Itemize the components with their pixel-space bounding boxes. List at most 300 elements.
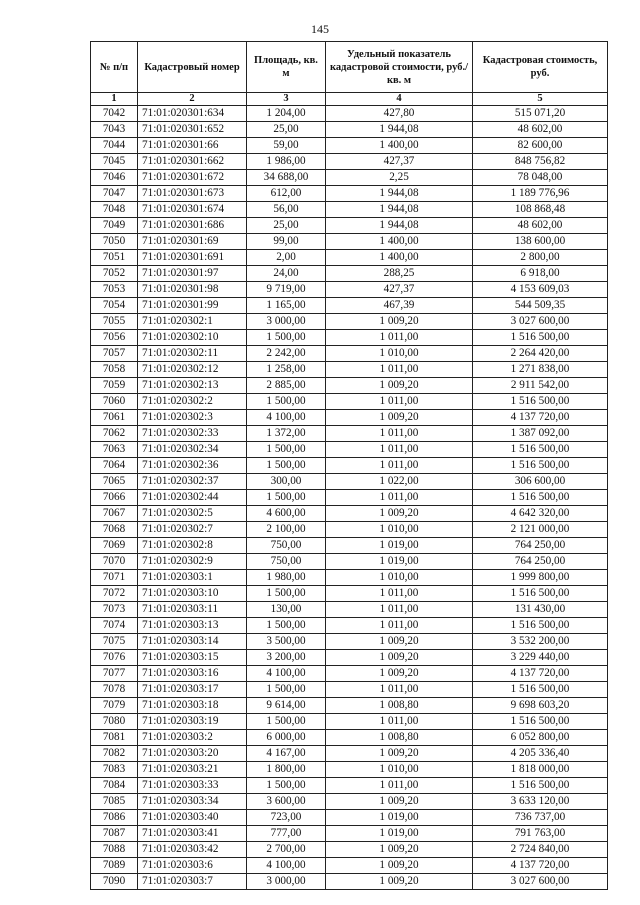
- table-row: [91, 522, 608, 538]
- table-row: [91, 858, 608, 874]
- cadastral-value-cell: 1 818 000,00: [473, 762, 608, 778]
- cadastral-number-cell: 71:01:020303:6: [138, 858, 247, 874]
- cadastral-number-cell: 71:01:020303:20: [138, 746, 247, 762]
- cadastral-value-cell: 1 516 500,00: [473, 778, 608, 794]
- cadastral-value-cell: 764 250,00: [473, 554, 608, 570]
- area-cell: 130,00: [247, 602, 326, 618]
- specific-value-cell: 1 009,20: [326, 842, 473, 858]
- row-number-cell: 7072: [91, 586, 138, 602]
- row-number-cell: 7069: [91, 538, 138, 554]
- specific-value-cell: 1 009,20: [326, 650, 473, 666]
- cadastral-number-cell: 71:01:020303:34: [138, 794, 247, 810]
- row-number-cell: 7058: [91, 362, 138, 378]
- area-cell: 1 500,00: [247, 682, 326, 698]
- table-row: [91, 170, 608, 186]
- table-row: [91, 714, 608, 730]
- cadastral-number-cell: 71:01:020302:7: [138, 522, 247, 538]
- cadastral-number-cell: 71:01:020303:7: [138, 874, 247, 890]
- row-number-cell: 7082: [91, 746, 138, 762]
- area-cell: 1 500,00: [247, 490, 326, 506]
- area-cell: 34 688,00: [247, 170, 326, 186]
- cadastral-value-cell: 1 516 500,00: [473, 442, 608, 458]
- row-number-cell: 7048: [91, 202, 138, 218]
- row-number-cell: 7080: [91, 714, 138, 730]
- row-number-cell: 7056: [91, 330, 138, 346]
- cadastral-value-cell: 2 264 420,00: [473, 346, 608, 362]
- area-cell: 1 986,00: [247, 154, 326, 170]
- specific-value-cell: 1 400,00: [326, 250, 473, 266]
- cadastral-number-cell: 71:01:020301:634: [138, 106, 247, 122]
- row-number-cell: 7075: [91, 634, 138, 650]
- specific-value-cell: 1 944,08: [326, 202, 473, 218]
- specific-value-cell: 1 011,00: [326, 490, 473, 506]
- row-number-cell: 7066: [91, 490, 138, 506]
- cadastral-number-cell: 71:01:020303:14: [138, 634, 247, 650]
- cadastral-value-cell: 4 205 336,40: [473, 746, 608, 762]
- area-cell: 1 500,00: [247, 586, 326, 602]
- row-number-cell: 7083: [91, 762, 138, 778]
- specific-value-cell: 467,39: [326, 298, 473, 314]
- table-row: [91, 650, 608, 666]
- cadastral-value-cell: 131 430,00: [473, 602, 608, 618]
- column-number: 5: [473, 93, 608, 106]
- cadastral-value-cell: 544 509,35: [473, 298, 608, 314]
- area-cell: 723,00: [247, 810, 326, 826]
- cadastral-number-cell: 71:01:020303:16: [138, 666, 247, 682]
- row-number-cell: 7089: [91, 858, 138, 874]
- row-number-cell: 7065: [91, 474, 138, 490]
- column-number: 3: [247, 93, 326, 106]
- row-number-cell: 7087: [91, 826, 138, 842]
- cadastral-value-cell: 2 724 840,00: [473, 842, 608, 858]
- cadastral-number-cell: 71:01:020302:11: [138, 346, 247, 362]
- cadastral-value-cell: 3 532 200,00: [473, 634, 608, 650]
- specific-value-cell: 288,25: [326, 266, 473, 282]
- area-cell: 25,00: [247, 218, 326, 234]
- table-row: [91, 186, 608, 202]
- row-number-cell: 7053: [91, 282, 138, 298]
- cadastral-value-cell: 4 137 720,00: [473, 410, 608, 426]
- specific-value-cell: 1 009,20: [326, 378, 473, 394]
- cadastral-number-cell: 71:01:020302:34: [138, 442, 247, 458]
- row-number-cell: 7044: [91, 138, 138, 154]
- cadastral-value-cell: 108 868,48: [473, 202, 608, 218]
- row-number-cell: 7043: [91, 122, 138, 138]
- cadastral-number-cell: 71:01:020302:8: [138, 538, 247, 554]
- area-cell: 612,00: [247, 186, 326, 202]
- specific-value-cell: 1 009,20: [326, 858, 473, 874]
- table-row: [91, 570, 608, 586]
- cadastral-value-cell: 3 633 120,00: [473, 794, 608, 810]
- specific-value-cell: 1 011,00: [326, 602, 473, 618]
- specific-value-cell: 1 022,00: [326, 474, 473, 490]
- table-row: [91, 362, 608, 378]
- area-cell: 3 000,00: [247, 874, 326, 890]
- specific-value-cell: 1 009,20: [326, 874, 473, 890]
- specific-value-cell: 1 009,20: [326, 506, 473, 522]
- cadastral-number-cell: 71:01:020303:19: [138, 714, 247, 730]
- specific-value-cell: 1 008,80: [326, 730, 473, 746]
- area-cell: 99,00: [247, 234, 326, 250]
- cadastral-value-cell: 1 516 500,00: [473, 586, 608, 602]
- cadastral-number-cell: 71:01:020303:17: [138, 682, 247, 698]
- table-row: [91, 506, 608, 522]
- row-number-cell: 7088: [91, 842, 138, 858]
- area-cell: 1 500,00: [247, 330, 326, 346]
- cadastral-value-cell: 1 516 500,00: [473, 394, 608, 410]
- row-number-cell: 7050: [91, 234, 138, 250]
- table-row: [91, 666, 608, 682]
- cadastral-number-cell: 71:01:020301:691: [138, 250, 247, 266]
- area-cell: 2 885,00: [247, 378, 326, 394]
- cadastral-number-cell: 71:01:020301:66: [138, 138, 247, 154]
- area-cell: 56,00: [247, 202, 326, 218]
- cadastral-number-cell: 71:01:020302:9: [138, 554, 247, 570]
- row-number-cell: 7062: [91, 426, 138, 442]
- table-row: [91, 538, 608, 554]
- cadastral-number-cell: 71:01:020301:662: [138, 154, 247, 170]
- cadastral-value-cell: 48 602,00: [473, 122, 608, 138]
- table-header: [91, 42, 608, 106]
- row-number-cell: 7084: [91, 778, 138, 794]
- table-row: [91, 634, 608, 650]
- header-row-number: № п/п: [91, 42, 138, 93]
- specific-value-cell: 1 009,20: [326, 794, 473, 810]
- specific-value-cell: 1 944,08: [326, 122, 473, 138]
- cadastral-value-cell: 848 756,82: [473, 154, 608, 170]
- specific-value-cell: 1 009,20: [326, 314, 473, 330]
- table-row: [91, 250, 608, 266]
- cadastral-number-cell: 71:01:020302:12: [138, 362, 247, 378]
- area-cell: 1 500,00: [247, 442, 326, 458]
- cadastral-value-cell: 78 048,00: [473, 170, 608, 186]
- cadastral-value-cell: 1 387 092,00: [473, 426, 608, 442]
- header-cadastral-value: Кадастровая стоимость, руб.: [473, 42, 608, 93]
- area-cell: 777,00: [247, 826, 326, 842]
- cadastral-value-cell: 6 052 800,00: [473, 730, 608, 746]
- table-row: [91, 602, 608, 618]
- specific-value-cell: 1 011,00: [326, 426, 473, 442]
- cadastral-number-cell: 71:01:020301:652: [138, 122, 247, 138]
- area-cell: 9 719,00: [247, 282, 326, 298]
- cadastral-value-cell: 1 516 500,00: [473, 330, 608, 346]
- specific-value-cell: 1 011,00: [326, 714, 473, 730]
- cadastral-value-cell: 1 189 776,96: [473, 186, 608, 202]
- header-area: Площадь, кв. м: [247, 42, 326, 93]
- table-row: [91, 218, 608, 234]
- cadastral-value-cell: 1 999 800,00: [473, 570, 608, 586]
- cadastral-value-cell: 1 516 500,00: [473, 490, 608, 506]
- table-row: [91, 554, 608, 570]
- area-cell: 1 500,00: [247, 394, 326, 410]
- area-cell: 25,00: [247, 122, 326, 138]
- row-number-cell: 7055: [91, 314, 138, 330]
- row-number-cell: 7068: [91, 522, 138, 538]
- cadastral-value-cell: 82 600,00: [473, 138, 608, 154]
- cadastral-table: [90, 41, 608, 890]
- cadastral-number-cell: 71:01:020303:42: [138, 842, 247, 858]
- specific-value-cell: 1 019,00: [326, 554, 473, 570]
- area-cell: 1 500,00: [247, 618, 326, 634]
- area-cell: 24,00: [247, 266, 326, 282]
- row-number-cell: 7064: [91, 458, 138, 474]
- table-row: [91, 154, 608, 170]
- specific-value-cell: 1 011,00: [326, 586, 473, 602]
- row-number-cell: 7074: [91, 618, 138, 634]
- area-cell: 1 800,00: [247, 762, 326, 778]
- specific-value-cell: 1 010,00: [326, 570, 473, 586]
- cadastral-value-cell: 1 516 500,00: [473, 682, 608, 698]
- specific-value-cell: 1 011,00: [326, 394, 473, 410]
- cadastral-value-cell: 791 763,00: [473, 826, 608, 842]
- row-number-cell: 7054: [91, 298, 138, 314]
- cadastral-number-cell: 71:01:020303:41: [138, 826, 247, 842]
- table-row: [91, 234, 608, 250]
- cadastral-value-cell: 1 516 500,00: [473, 714, 608, 730]
- cadastral-number-cell: 71:01:020301:99: [138, 298, 247, 314]
- table-row: [91, 298, 608, 314]
- row-number-cell: 7090: [91, 874, 138, 890]
- cadastral-value-cell: 9 698 603,20: [473, 698, 608, 714]
- cadastral-number-cell: 71:01:020301:673: [138, 186, 247, 202]
- area-cell: 59,00: [247, 138, 326, 154]
- specific-value-cell: 1 010,00: [326, 762, 473, 778]
- table-row: [91, 474, 608, 490]
- area-cell: 6 000,00: [247, 730, 326, 746]
- cadastral-value-cell: 48 602,00: [473, 218, 608, 234]
- area-cell: 3 600,00: [247, 794, 326, 810]
- cadastral-number-cell: 71:01:020302:44: [138, 490, 247, 506]
- specific-value-cell: 1 009,20: [326, 410, 473, 426]
- cadastral-value-cell: 1 271 838,00: [473, 362, 608, 378]
- cadastral-number-cell: 71:01:020302:2: [138, 394, 247, 410]
- specific-value-cell: 1 400,00: [326, 138, 473, 154]
- table-row: [91, 874, 608, 890]
- table-row: [91, 842, 608, 858]
- row-number-cell: 7060: [91, 394, 138, 410]
- area-cell: 1 980,00: [247, 570, 326, 586]
- specific-value-cell: 1 008,80: [326, 698, 473, 714]
- cadastral-number-cell: 71:01:020302:33: [138, 426, 247, 442]
- table-row: [91, 282, 608, 298]
- area-cell: 4 600,00: [247, 506, 326, 522]
- page-number: 145: [311, 22, 329, 36]
- specific-value-cell: 2,25: [326, 170, 473, 186]
- area-cell: 3 200,00: [247, 650, 326, 666]
- cadastral-value-cell: 1 516 500,00: [473, 618, 608, 634]
- row-number-cell: 7085: [91, 794, 138, 810]
- table-row: [91, 810, 608, 826]
- specific-value-cell: 427,37: [326, 282, 473, 298]
- cadastral-number-cell: 71:01:020302:10: [138, 330, 247, 346]
- table-body: [91, 106, 608, 890]
- row-number-cell: 7073: [91, 602, 138, 618]
- row-number-cell: 7045: [91, 154, 138, 170]
- area-cell: 4 100,00: [247, 666, 326, 682]
- cadastral-number-cell: 71:01:020303:13: [138, 618, 247, 634]
- table-row: [91, 122, 608, 138]
- row-number-cell: 7057: [91, 346, 138, 362]
- row-number-cell: 7052: [91, 266, 138, 282]
- table-row: [91, 138, 608, 154]
- row-number-cell: 7077: [91, 666, 138, 682]
- cadastral-value-cell: 1 516 500,00: [473, 458, 608, 474]
- cadastral-number-cell: 71:01:020303:21: [138, 762, 247, 778]
- row-number-cell: 7049: [91, 218, 138, 234]
- area-cell: 2,00: [247, 250, 326, 266]
- table-row: [91, 682, 608, 698]
- area-cell: 1 372,00: [247, 426, 326, 442]
- table-row: [91, 586, 608, 602]
- row-number-cell: 7079: [91, 698, 138, 714]
- table-row: [91, 410, 608, 426]
- specific-value-cell: 1 011,00: [326, 618, 473, 634]
- table-row: [91, 426, 608, 442]
- cadastral-number-cell: 71:01:020301:674: [138, 202, 247, 218]
- table-row: [91, 778, 608, 794]
- cadastral-number-cell: 71:01:020301:672: [138, 170, 247, 186]
- table-row: [91, 314, 608, 330]
- area-cell: 3 500,00: [247, 634, 326, 650]
- cadastral-value-cell: 3 027 600,00: [473, 314, 608, 330]
- header-specific-value: Удельный показатель кадастровой стоимости, руб./кв. м: [326, 42, 473, 93]
- area-cell: 4 100,00: [247, 858, 326, 874]
- cadastral-value-cell: 736 737,00: [473, 810, 608, 826]
- header-cadastral-number: Кадастровый номер: [138, 42, 247, 93]
- table-row: [91, 202, 608, 218]
- row-number-cell: 7042: [91, 106, 138, 122]
- cadastral-number-cell: 71:01:020303:2: [138, 730, 247, 746]
- table-row: [91, 394, 608, 410]
- cadastral-number-cell: 71:01:020303:40: [138, 810, 247, 826]
- cadastral-number-cell: 71:01:020302:36: [138, 458, 247, 474]
- row-number-cell: 7070: [91, 554, 138, 570]
- table-row: [91, 618, 608, 634]
- cadastral-number-cell: 71:01:020303:1: [138, 570, 247, 586]
- area-cell: 1 165,00: [247, 298, 326, 314]
- cadastral-number-cell: 71:01:020301:98: [138, 282, 247, 298]
- table-row: [91, 490, 608, 506]
- table-row: [91, 826, 608, 842]
- cadastral-number-cell: 71:01:020301:97: [138, 266, 247, 282]
- specific-value-cell: 1 011,00: [326, 778, 473, 794]
- cadastral-value-cell: 4 137 720,00: [473, 858, 608, 874]
- cadastral-number-cell: 71:01:020303:11: [138, 602, 247, 618]
- cadastral-number-cell: 71:01:020302:37: [138, 474, 247, 490]
- specific-value-cell: 1 010,00: [326, 346, 473, 362]
- row-number-cell: 7059: [91, 378, 138, 394]
- cadastral-value-cell: 3 027 600,00: [473, 874, 608, 890]
- cadastral-value-cell: 515 071,20: [473, 106, 608, 122]
- row-number-cell: 7078: [91, 682, 138, 698]
- row-number-cell: 7086: [91, 810, 138, 826]
- table-row: [91, 730, 608, 746]
- table-row: [91, 346, 608, 362]
- specific-value-cell: 1 011,00: [326, 442, 473, 458]
- cadastral-value-cell: 4 137 720,00: [473, 666, 608, 682]
- specific-value-cell: 1 400,00: [326, 234, 473, 250]
- row-number-cell: 7061: [91, 410, 138, 426]
- specific-value-cell: 427,37: [326, 154, 473, 170]
- row-number-cell: 7063: [91, 442, 138, 458]
- row-number-cell: 7067: [91, 506, 138, 522]
- area-cell: 1 204,00: [247, 106, 326, 122]
- specific-value-cell: 1 944,08: [326, 218, 473, 234]
- table-row: [91, 106, 608, 122]
- cadastral-number-cell: 71:01:020302:13: [138, 378, 247, 394]
- cadastral-number-cell: 71:01:020301:686: [138, 218, 247, 234]
- area-cell: 1 500,00: [247, 458, 326, 474]
- cadastral-value-cell: 3 229 440,00: [473, 650, 608, 666]
- cadastral-value-cell: 4 642 320,00: [473, 506, 608, 522]
- area-cell: 4 167,00: [247, 746, 326, 762]
- cadastral-value-cell: 138 600,00: [473, 234, 608, 250]
- area-cell: 9 614,00: [247, 698, 326, 714]
- area-cell: 2 242,00: [247, 346, 326, 362]
- cadastral-value-cell: 764 250,00: [473, 538, 608, 554]
- table-row: [91, 698, 608, 714]
- specific-value-cell: 1 009,20: [326, 746, 473, 762]
- specific-value-cell: 1 011,00: [326, 682, 473, 698]
- specific-value-cell: 1 019,00: [326, 538, 473, 554]
- row-number-cell: 7051: [91, 250, 138, 266]
- cadastral-number-cell: 71:01:020303:10: [138, 586, 247, 602]
- column-number: 2: [138, 93, 247, 106]
- specific-value-cell: 1 011,00: [326, 330, 473, 346]
- cadastral-value-cell: 306 600,00: [473, 474, 608, 490]
- area-cell: 4 100,00: [247, 410, 326, 426]
- column-number: 1: [91, 93, 138, 106]
- area-cell: 1 500,00: [247, 778, 326, 794]
- specific-value-cell: 1 009,20: [326, 634, 473, 650]
- cadastral-value-cell: 4 153 609,03: [473, 282, 608, 298]
- specific-value-cell: 1 010,00: [326, 522, 473, 538]
- area-cell: 1 258,00: [247, 362, 326, 378]
- cadastral-value-cell: 2 911 542,00: [473, 378, 608, 394]
- specific-value-cell: 1 019,00: [326, 826, 473, 842]
- table-row: [91, 794, 608, 810]
- cadastral-number-cell: 71:01:020303:33: [138, 778, 247, 794]
- cadastral-number-cell: 71:01:020303:15: [138, 650, 247, 666]
- cadastral-number-cell: 71:01:020302:1: [138, 314, 247, 330]
- table-row: [91, 330, 608, 346]
- cadastral-number-cell: 71:01:020301:69: [138, 234, 247, 250]
- area-cell: 3 000,00: [247, 314, 326, 330]
- row-number-cell: 7046: [91, 170, 138, 186]
- row-number-cell: 7081: [91, 730, 138, 746]
- cadastral-value-cell: 6 918,00: [473, 266, 608, 282]
- area-cell: 1 500,00: [247, 714, 326, 730]
- cadastral-number-cell: 71:01:020303:18: [138, 698, 247, 714]
- area-cell: 750,00: [247, 554, 326, 570]
- area-cell: 2 100,00: [247, 522, 326, 538]
- cadastral-value-cell: 2 121 000,00: [473, 522, 608, 538]
- table-row: [91, 378, 608, 394]
- specific-value-cell: 1 011,00: [326, 458, 473, 474]
- specific-value-cell: 427,80: [326, 106, 473, 122]
- specific-value-cell: 1 944,08: [326, 186, 473, 202]
- row-number-cell: 7047: [91, 186, 138, 202]
- cadastral-value-cell: 2 800,00: [473, 250, 608, 266]
- cadastral-number-cell: 71:01:020302:3: [138, 410, 247, 426]
- table-row: [91, 746, 608, 762]
- area-cell: 300,00: [247, 474, 326, 490]
- table-row: [91, 266, 608, 282]
- cadastral-number-cell: 71:01:020302:5: [138, 506, 247, 522]
- table-row: [91, 458, 608, 474]
- specific-value-cell: 1 009,20: [326, 666, 473, 682]
- table-row: [91, 762, 608, 778]
